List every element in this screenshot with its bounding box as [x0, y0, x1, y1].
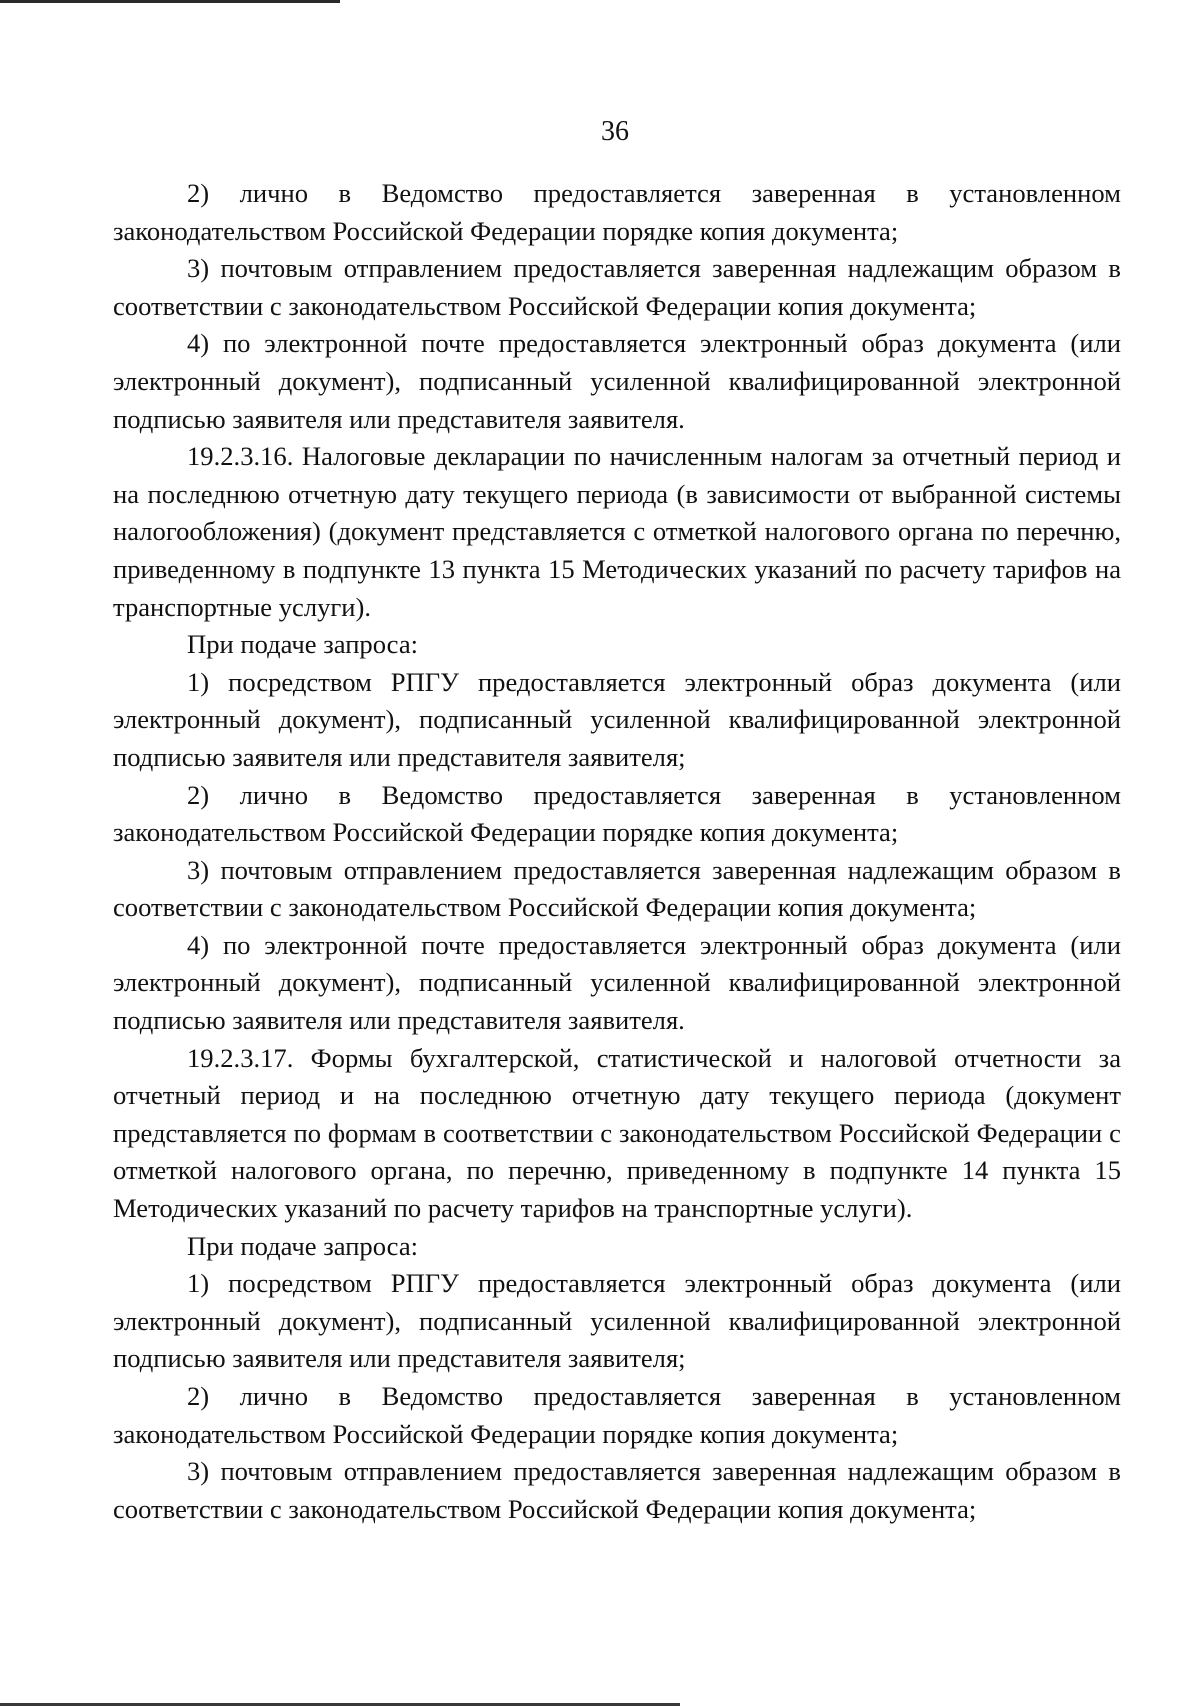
paragraph-item-2-in-person: 2) лично в Ведомство предоставляется заверенная в установленном законодательством Российской Федерации порядке копия документа;	[113, 779, 1121, 848]
top-scan-edge	[0, 0, 340, 3]
page-number: 36	[601, 116, 629, 147]
paragraph-item-2-in-person: 2) лично в Ведомство предоставляется заверенная в установленном законодательством Российской Федерации порядке копия документа;	[113, 1381, 1121, 1449]
paragraph-section-19-2-3-16: 19.2.3.16. Налоговые декларации по начисленным налогам за отчетный период и на последнюю отчетную дату текущего периода (в зависимости от выбранной системы налогообложения) (документ представляется с отметкой налогового органа по перечню, приведенному в подпункте 13 пункта 15 Методических указаний по расчету тарифов на транспортные услуги).	[113, 441, 1121, 622]
paragraph-item-1-rpgu: 1) посредством РПГУ предоставляется электронный образ документа (или электронный документ), подписанный усиленной квалифицированной электронной подписью заявителя или представителя заявителя;	[113, 666, 1121, 772]
paragraph-item-4-by-email: 4) по электронной почте предоставляется электронный образ документа (или электронный документ), подписанный усиленной квалифицированной электронной подписью заявителя или представителя заявителя.	[113, 929, 1121, 1036]
paragraph-item-3-by-post: 3) почтовым отправлением предоставляется заверенная надлежащим образом в соответствии с законодательством Российской Федерации копия документа;	[113, 253, 1121, 321]
paragraph-item-3-by-post: 3) почтовым отправлением предоставляется заверенная надлежащим образом в соответствии с законодательством Российской Федерации копия документа;	[113, 854, 1121, 923]
paragraph-request-intro: При подаче запроса:	[187, 629, 419, 660]
paragraph-item-4-by-email: 4) по электронной почте предоставляется электронный образ документа (или электронный документ), подписанный усиленной квалифицированной электронной подписью заявителя или представителя заявителя.	[113, 328, 1121, 434]
paragraph-item-2-in-person: 2) лично в Ведомство предоставляется заверенная в установленном законодательством Российской Федерации порядке копия документа;	[113, 178, 1121, 246]
paragraph-item-1-rpgu: 1) посредством РПГУ предоставляется электронный образ документа (или электронный документ), подписанный усиленной квалифицированной электронной подписью заявителя или представителя заявителя;	[113, 1268, 1121, 1374]
paragraph-item-3-by-post: 3) почтовым отправлением предоставляется заверенная надлежащим образом в соответствии с законодательством Российской Федерации копия документа;	[113, 1456, 1121, 1524]
document-body	[113, 175, 1121, 1528]
paragraph-request-intro: При подаче запроса:	[187, 1230, 419, 1261]
paragraph-section-19-2-3-17: 19.2.3.17. Формы бухгалтерской, статистической и налоговой отчетности за отчетный период и на последнюю отчетную дату текущего периода (документ представляется по формам в соответствии с законодательством Российской Федерации с отметкой налогового органа, по перечню, приведенному в подпункте 14 пункта 15 Методических указаний по расчету тарифов на транспортные услуги).	[113, 1042, 1121, 1224]
